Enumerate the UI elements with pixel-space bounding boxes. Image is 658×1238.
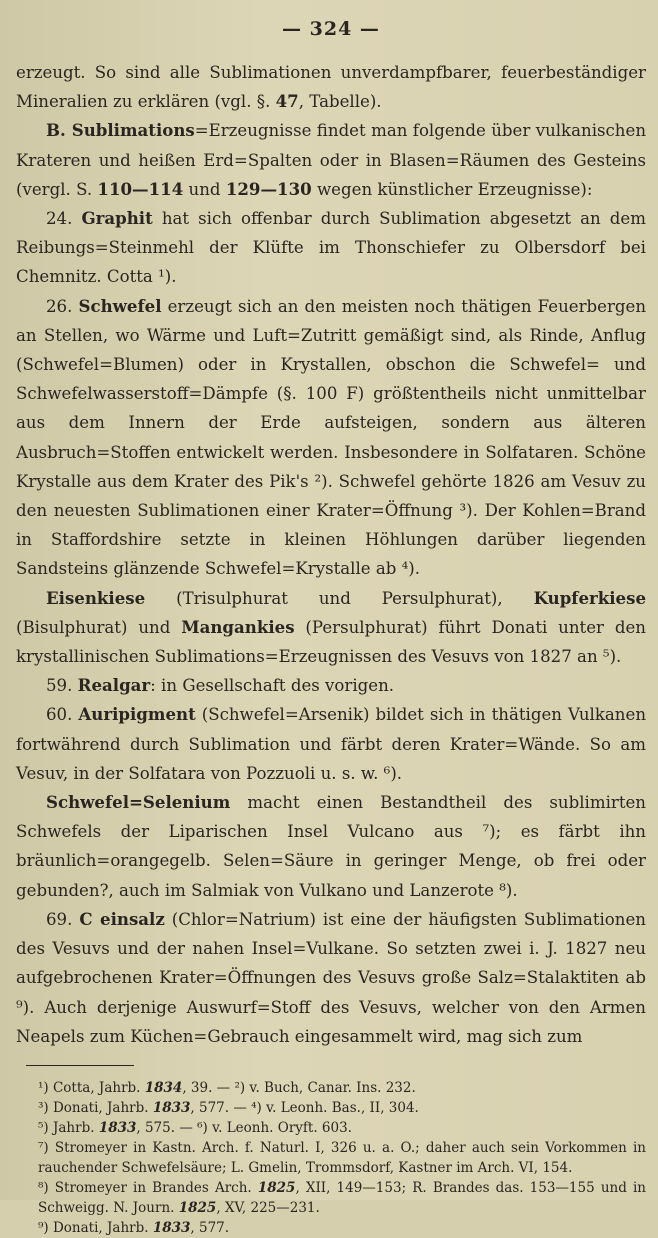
- bold-term: Schwefel: [78, 295, 162, 316]
- main-text: [16, 58, 646, 1051]
- emphasis-text: 1833: [152, 1219, 191, 1236]
- text-run: (Schwefel=Arsenik) bildet sich in thätigen Vulkanen fortwährend durch Sublimation und färbt deren Krater=Wände. So am Vesuv, in der Solfatara von Pozzuoli u. s. w. ⁶).: [16, 705, 647, 783]
- footnote-fn-6: [16, 1218, 646, 1238]
- bold-term: C einsalz: [79, 908, 165, 929]
- bold-term: Mangankies: [181, 616, 295, 637]
- text-run: und: [183, 179, 226, 199]
- footnotes: [16, 1078, 646, 1238]
- footnote-fn-4: [16, 1138, 646, 1178]
- paragraph-para-5: [16, 584, 646, 672]
- text-run: macht einen Bestandtheil des sublimirten Schwefels der Liparischen Insel Vulcano aus ⁷); es färbt ihn bräunlich=orangegelb. Selen=Säure in geringer Menge, ob frei oder gebunden?, auch im Salmiak von Vulkano und Lanzerote ⁸).: [16, 793, 646, 900]
- bold-term: Realgar: [77, 675, 151, 696]
- text-run: ⁵) Jahrb.: [38, 1119, 99, 1136]
- text-run: erzeugt sich an den meisten noch thätigen Feuerbergen an Stellen, wo Wärme und Luft=Zutritt gemäßigt sind, als Rinde, Anflug (Schwefel=Blumen) oder in Krystallen, obschon die Schwefel= und Schwefelwasserstoff=Dämpfe (§. 100 F) größtentheils nicht unmittelbar aus dem Innern der Erde aufsteigen, sondern aus älteren Ausbruch=Stoffen entwickelt werden. Insbesondere in Solfataren. Schöne Krystalle aus dem Krater des Pik's ²). Schwefel gehörte 1826 am Vesuv zu den neuesten Sublimationen einer Krater=Öffnung ³). Der Kohlen=Brand in Staffordshire setzte in kleinen Höhlungen darüber liegenden Sandsteins glänzende Schwefel=Krystalle ab ⁴).: [16, 296, 647, 579]
- text-run: ⁹) Donati, Jahrb.: [38, 1219, 153, 1236]
- text-run: 26.: [46, 296, 79, 316]
- footnote-fn-1: [16, 1078, 646, 1098]
- emphasis-text: 1825: [178, 1199, 217, 1216]
- text-run: , 577. — ⁴) v. Leonh. Bas., II, 304.: [190, 1099, 419, 1116]
- emphasis-text: 1833: [152, 1099, 191, 1116]
- bold-term: [145, 1080, 183, 1096]
- emphasis-text: 1834: [144, 1079, 183, 1096]
- text-run: 69.: [46, 909, 80, 929]
- bold-term: 129—130: [225, 178, 312, 199]
- text-run: ⁸) Stromeyer in Brandes Arch.: [38, 1179, 258, 1196]
- text-run: ⁷) Stromeyer in Kastn. Arch. f. Naturl. I, 326 u. a. O.; daher auch sein Vorkommen in rauchender Schwefelsäure; L. Gmelin, Trommsdorf, Kastner im Arch. VI, 154.: [38, 1139, 646, 1176]
- bold-term: [99, 1120, 137, 1136]
- bold-term: B. Sublimations: [46, 120, 195, 141]
- text-run: (Chlor=Natrium) ist eine der häufigsten Sublimationen des Vesuvs und der nahen Insel=Vulkane. So setzten zwei i. J. 1827 neu aufgebrochenen Krater=Öffnungen des Vesuvs große Salz=Stalaktiten ab ⁹). Auch derjenige Auswurf=Stoff des Vesuvs, welcher von den Armen Neapels zum Küchen=Gebrauch eingesammelt wird, mag sich zum: [16, 909, 646, 1046]
- bold-term: 47: [275, 91, 299, 112]
- bold-term: Eisenkiese: [46, 587, 146, 608]
- text-run: (Persulphurat) führt Donati unter den krystallinischen Sublimations=Erzeugnissen des Vesuvs von 1827 an ⁵).: [16, 617, 646, 667]
- bold-term: Schwefel=Selenium: [46, 792, 231, 813]
- bold-term: Graphit: [81, 208, 153, 229]
- text-run: 24.: [46, 209, 82, 229]
- bold-term: 110—114: [97, 178, 184, 199]
- bold-term: [179, 1200, 217, 1216]
- text-run: erzeugt. So sind alle Sublimationen unverdampfbarer, feuerbeständiger Mineralien zu erklären (vgl. §.: [16, 63, 646, 112]
- bold-term: [153, 1220, 191, 1236]
- footnote-divider: [26, 1065, 134, 1066]
- paragraph-para-1: [16, 58, 646, 116]
- bold-term: [258, 1180, 296, 1196]
- emphasis-text: 1833: [98, 1119, 137, 1136]
- text-run: (Bisulphurat) und: [16, 617, 182, 637]
- footnote-fn-5: [16, 1178, 646, 1218]
- text-run: , 39. — ²) v. Buch, Canar. Ins. 232.: [182, 1079, 416, 1096]
- text-run: 60.: [46, 705, 79, 725]
- footnote-fn-3: [16, 1118, 646, 1138]
- text-run: , 575. — ⁶) v. Leonh. Oryft. 603.: [136, 1119, 352, 1136]
- text-run: hat sich offenbar durch Sublimation abgesetzt an dem Reibungs=Steinmehl der Klüfte im Thonschiefer zu Olbersdorf bei Chemnitz. Cotta ¹).: [16, 209, 646, 287]
- paragraph-para-9: [16, 905, 646, 1051]
- text-run: ³) Donati, Jahrb.: [38, 1099, 153, 1116]
- paragraph-para-7: [16, 700, 646, 788]
- paragraph-para-6: [16, 671, 646, 700]
- footnote-fn-2: [16, 1098, 646, 1118]
- text-run: , XII, 149—153; R. Brandes das. 153—155 und in Schweigg. N. Journ.: [38, 1179, 646, 1216]
- paragraph-para-4: [16, 292, 646, 584]
- text-run: , XV, 225—231.: [216, 1199, 320, 1216]
- text-run: : in Gesellschaft des vorigen.: [150, 676, 395, 696]
- page-number: — 324 —: [282, 18, 380, 40]
- bold-term: [153, 1100, 191, 1116]
- paragraph-para-3: [16, 204, 646, 292]
- text-run: , Tabelle).: [298, 92, 382, 112]
- text-run: , 577.: [190, 1219, 230, 1236]
- emphasis-text: 1825: [257, 1179, 296, 1196]
- text-run: ¹) Cotta, Jahrb.: [38, 1079, 145, 1096]
- bold-term: Auripigment: [78, 704, 196, 725]
- text-run: =Erzeugnisse findet man folgende über vulkanischen Krateren und heißen Erd=Spalten oder in Blasen=Räumen des Gesteins (vergl. S.: [16, 121, 647, 199]
- text-run: wegen künstlicher Erzeugnisse):: [311, 179, 593, 199]
- paragraph-para-2: [16, 116, 646, 204]
- text-run: (Trisulphurat und Persulphurat),: [145, 588, 534, 608]
- paragraph-para-8: [16, 788, 646, 905]
- text-run: 59.: [46, 676, 78, 696]
- bold-term: Kupferkiese: [533, 587, 646, 608]
